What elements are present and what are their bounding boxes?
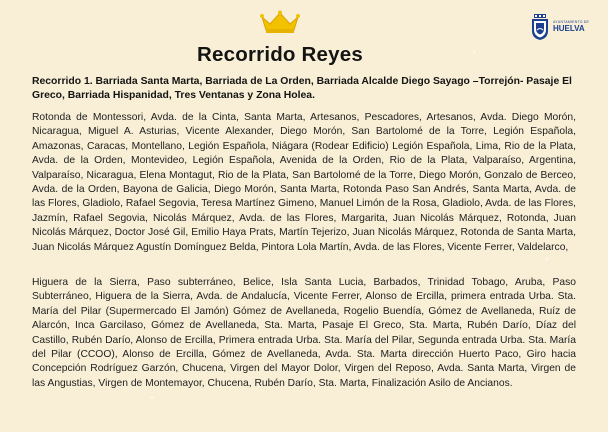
crown-icon xyxy=(259,10,301,34)
logo-title: HUELVA xyxy=(553,24,585,34)
route-paragraph-1: Rotonda de Montessori, Avda. de la Cinta, Santa Marta, Artesanos, Pescadores, Artesanos, Avda. Diego Morón, Nicaragua, Miguel A. Asturias, Vicente Alexander, Diego Morón, San Bartolomé de la Torre, Legión Española, Amazonas, Caracas, Montellano, Legión Española, Niágara (Rodear Edificio) Legión Española, Lima, Rio de la Plata, Avda. de la Orden, Montevideo, Legión Española, Avenida de la Orden, Rio de la Plata, Valparaíso, Argentina, Valparaíso, Nicaragua, Elena Montagut, Rio de la Plata, San Bartolomé de la Torre, Diego Morón, Gonzalo de Berceo, Avda. de la Orden, Bayona de Galicia, Diego Morón, Santa Marta, Rotonda Paso San Andrés, Santa Marta, Avda. de las Flores, Gladiolo, Rafael Segovia, Teresa Martínez Gimeno, Manuel Limón de la Rosa, Gladiolo, Avda. de las Flores, Jazmín, Rafael Segovia, Nicolás Márquez, Avda. de las Flores, Margarita, Juan Nicolás Márquez, Rotonda, Juan Nicolás Márquez, Doctor José Gil, Emilio Haya Prats, Martín Tejerizo, Juan Nicolás Márquez, Rotonda de Santa Marta, Juan Nicolás Márquez Agustín Domínguez Belda, Pintora Lola Martín, Avda. de las Flores, Vicente Ferrer, Valdelarco, xyxy=(32,112,576,253)
route-paragraph-2: Higuera de la Sierra, Paso subterráneo, Belice, Isla Santa Lucia, Barbados, Trinidad Tobago, Aruba, Paso Subterráneo, Higuera de la Sierra, Avda. de Andalucía, Vicente Ferrer, Alonso de Ercilla, primera entrada Urba. Sta. María del Pilar (Supermercado El Jamón) Gómez de Avellaneda, Rogelio Buendía, Gómez de Avellaneda, Ruíz de Alarcón, Inca Garcilaso, Gómez de Avellaneda, Sta. Marta, Pasaje El Greco, Sta. Marta, Rubén Darío, Díaz del Castillo, Rubén Darío, Alonso de Ercilla, Primera entrada Urba. Sta. María del Pilar, Segunda entrada Urba. Sta. María del Pilar (CCOO), Alonso de Ercilla, Gómez de Avellaneda, Avda. Sta. Marta dirección Huerto Paco, Giro hacia Concepción Rodríguez Garzón, Chucena, Virgen del Mayor Dolor, Virgen del Reposo, Avda. Santa Marta, Virgen de las Angustias, Virgen de Montemayor, Chucena, Rubén Darío, Sta. Marta, Finalización Asilo de Ancianos. xyxy=(32,277,576,389)
coat-of-arms-icon xyxy=(531,14,549,40)
logo-subtitle: AYUNTAMIENTO DE xyxy=(553,19,590,24)
huelva-logo xyxy=(531,12,601,42)
route-heading: Recorrido 1. Barriada Santa Marta, Barriada de La Orden, Barriada Alcalde Diego Sayago –Torrejón- Pasaje El Greco, Barriada Hispanidad, Tres Ventanas y Zona Holea. xyxy=(32,76,572,102)
page-title: Recorrido Reyes xyxy=(197,43,363,66)
